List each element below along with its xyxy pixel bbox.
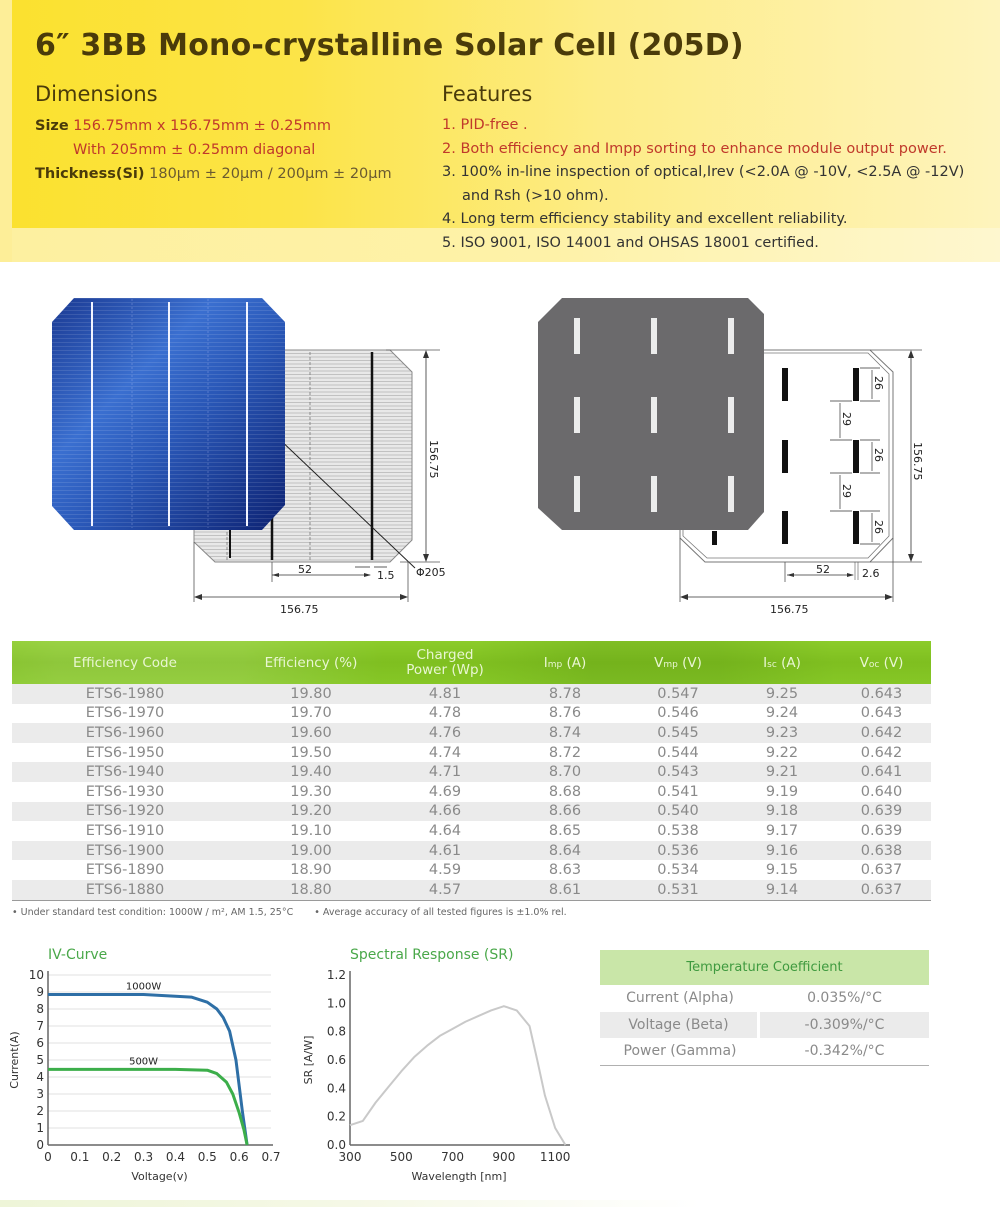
table-row <box>12 860 931 880</box>
table-cell: 0.638 <box>860 842 903 859</box>
y-tick-label: 0.2 <box>326 1109 346 1124</box>
table-row <box>12 841 931 861</box>
table-cell: 8.65 <box>548 822 582 839</box>
header-isc-sub: sc <box>767 659 777 670</box>
table-cell: 0.546 <box>657 705 699 722</box>
y-tick-label: 4 <box>36 1070 44 1084</box>
page-title: 6″ 3BB Mono-crystalline Solar Cell (205D) <box>35 28 744 63</box>
table-row <box>12 684 931 704</box>
table-cell: 19.00 <box>290 842 332 859</box>
table-cell: 0.640 <box>860 783 903 800</box>
table-cell: 0.637 <box>860 881 903 898</box>
header-imp <box>506 655 624 671</box>
table-cell: 0.642 <box>860 744 903 761</box>
table-cell: ETS6-1970 <box>85 705 165 722</box>
size-line <box>35 114 392 138</box>
note-accuracy: • Average accuracy of all tested figures is ±1.0% rel. <box>314 907 567 918</box>
table-cell: 19.20 <box>290 803 332 820</box>
front-height-label: 156.75 <box>427 440 440 479</box>
diagonal-line: With 205mm ± 0.25mm diagonal <box>73 142 316 158</box>
front-width-label: 156.75 <box>280 603 319 616</box>
table-cell: 9.25 <box>765 685 799 702</box>
specification-table <box>12 641 931 901</box>
y-tick-label: 8 <box>36 1002 44 1016</box>
header-edge <box>0 0 12 262</box>
x-tick-label: 0 <box>44 1150 52 1164</box>
table-cell: 9.16 <box>765 842 799 859</box>
table-cell: 0.643 <box>860 705 903 722</box>
back-width-label: 156.75 <box>770 603 809 616</box>
table-cell: 4.74 <box>428 744 462 761</box>
header-vmp <box>624 655 732 671</box>
y-tick-label: 1.2 <box>326 968 346 982</box>
table-cell: 8.68 <box>548 783 582 800</box>
back-spacing-label: 52 <box>816 563 830 576</box>
table-cell: 8.70 <box>548 764 582 781</box>
table-cell: 19.70 <box>290 705 332 722</box>
size-label: Size <box>35 118 69 134</box>
table-row <box>12 762 931 782</box>
header-vmp-unit: (V) <box>677 654 702 671</box>
table-cell: 4.66 <box>428 803 462 820</box>
table-cell: 19.60 <box>290 724 332 741</box>
temperature-coefficient-table <box>600 950 929 1066</box>
x-tick-label: 900 <box>492 1150 516 1164</box>
x-tick-label: 0.4 <box>165 1150 185 1164</box>
table-cell: 0.541 <box>657 783 699 800</box>
table-cell: 4.69 <box>428 783 462 800</box>
dimensions-heading: Dimensions <box>35 82 158 106</box>
iv-chart-title: IV-Curve <box>48 947 108 963</box>
table-cell: 0.543 <box>657 764 699 781</box>
table-cell: ETS6-1940 <box>85 764 165 781</box>
table-cell: 0.643 <box>860 685 903 702</box>
header-efficiency-code: Efficiency Code <box>73 654 177 671</box>
y-tick-label: 6 <box>36 1036 44 1050</box>
table-cell: 4.64 <box>428 822 462 839</box>
y-tick-label: 1.0 <box>326 996 346 1011</box>
table-cell: 0.639 <box>860 803 903 820</box>
front-busbar-width-label: 1.5 <box>377 569 395 582</box>
y-tick-label: 5 <box>36 1053 44 1067</box>
header-isc <box>732 655 832 671</box>
table-cell: 0.547 <box>657 685 699 702</box>
table-cell: 0.538 <box>657 822 699 839</box>
x-axis-label: Voltage(v) <box>131 1170 188 1183</box>
y-tick-label: 3 <box>36 1087 44 1101</box>
header-charged-line1: Charged <box>416 646 474 663</box>
table-cell: 8.72 <box>548 744 582 761</box>
table-cell: 4.76 <box>428 724 462 741</box>
table-cell: 19.80 <box>290 685 332 702</box>
header-charged-line2: Power (Wp) <box>406 661 484 678</box>
table-notes <box>12 907 567 918</box>
table-cell: 0.637 <box>860 862 903 879</box>
table-row <box>12 723 931 743</box>
header-voc-unit: (V) <box>879 654 904 671</box>
table-cell: 9.23 <box>765 724 799 741</box>
header-charged-power <box>384 648 506 678</box>
tc-body <box>600 985 929 1066</box>
table-header <box>12 641 931 684</box>
back-height-label: 156.75 <box>911 442 924 481</box>
header-isc-main: I <box>763 654 768 671</box>
table-cell: 0.642 <box>860 724 903 741</box>
table-cell: 9.14 <box>765 881 799 898</box>
table-cell: ETS6-1950 <box>85 744 165 761</box>
header-imp-main: I <box>543 654 548 671</box>
table-cell: 19.10 <box>290 822 332 839</box>
table-cell: 0.536 <box>657 842 699 859</box>
feature-item: 1. PID-free . <box>442 117 528 133</box>
table-cell: 19.30 <box>290 783 332 800</box>
back-pad-width-label: 2.6 <box>862 567 880 580</box>
y-axis-label: Current(A) <box>8 1031 21 1089</box>
table-cell: 9.21 <box>765 764 799 781</box>
dimensions-block <box>35 114 392 186</box>
table-cell: 8.66 <box>548 803 582 820</box>
table-cell: 4.71 <box>428 764 462 781</box>
table-cell: ETS6-1890 <box>85 862 165 879</box>
table-row <box>12 704 931 724</box>
series-line-SR <box>350 1006 565 1145</box>
y-tick-label: 2 <box>36 1104 44 1118</box>
tc-value: -0.342%/°C <box>804 1043 885 1060</box>
pad-gap-label: 29 <box>840 484 853 498</box>
header-isc-unit: (A) <box>776 654 801 671</box>
header-imp-unit: (A) <box>562 654 587 671</box>
table-cell: 19.40 <box>290 764 332 781</box>
svg-text:156.75 <box>427 440 440 479</box>
front-spacing-label: 52 <box>298 563 312 576</box>
features-heading: Features <box>442 82 533 106</box>
table-cell: ETS6-1920 <box>85 803 165 820</box>
tc-value: 0.035%/°C <box>807 990 882 1007</box>
pad-length-label: 26 <box>872 376 885 390</box>
tc-row-power <box>600 1038 929 1065</box>
series-label: 500W <box>129 1056 159 1068</box>
header-voc <box>832 655 931 671</box>
y-tick-label: 10 <box>28 968 44 982</box>
x-tick-label: 0.1 <box>70 1150 90 1164</box>
tc-title: Temperature Coefficient <box>600 950 929 985</box>
table-cell: 4.78 <box>428 705 462 722</box>
features-list <box>442 114 964 255</box>
y-tick-label: 0.4 <box>326 1081 346 1096</box>
front-diameter-label: Φ205 <box>416 566 446 579</box>
y-tick-label: 7 <box>36 1019 44 1033</box>
table-cell: 0.540 <box>657 803 699 820</box>
table-cell: ETS6-1910 <box>85 822 165 839</box>
tc-value: -0.309%/°C <box>760 1012 929 1039</box>
table-cell: 9.17 <box>765 822 799 839</box>
table-cell: ETS6-1960 <box>85 724 165 741</box>
table-cell: 19.50 <box>290 744 332 761</box>
thickness-line <box>35 162 392 186</box>
table-cell: 0.531 <box>657 881 699 898</box>
x-tick-label: 0.3 <box>134 1150 154 1164</box>
y-tick-label: 0.0 <box>326 1138 346 1152</box>
table-cell: ETS6-1980 <box>85 685 165 702</box>
series-line-500W <box>48 1069 247 1145</box>
table-cell: 9.19 <box>765 783 799 800</box>
y-axis-label: SR [A/W] <box>302 1035 315 1085</box>
table-cell: 4.59 <box>428 862 462 879</box>
bottom-band <box>0 1200 700 1207</box>
table-cell: 8.76 <box>548 705 582 722</box>
table-cell: 9.24 <box>765 705 799 722</box>
tc-label: Current (Alpha) <box>626 990 734 1007</box>
table-row <box>12 880 931 900</box>
pad-length-label: 26 <box>872 520 885 534</box>
feature-item: 2. Both efficiency and Impp sorting to enhance module output power. <box>442 140 947 157</box>
table-cell: 18.90 <box>290 862 332 879</box>
header-vmp-main: V <box>654 654 664 671</box>
pad-gap-label: 29 <box>840 412 853 426</box>
table-body <box>12 684 931 901</box>
table-cell: 9.15 <box>765 862 799 879</box>
table-cell: 8.63 <box>548 862 582 879</box>
feature-item-continued: and Rsh (>10 ohm). <box>462 187 609 204</box>
note-test-condition: • Under standard test condition: 1000W / m², AM 1.5, 25°C <box>12 907 294 918</box>
table-cell: 0.639 <box>860 822 903 839</box>
tc-label: Voltage (Beta) <box>600 1012 757 1039</box>
header-vmp-sub: mp <box>663 659 678 670</box>
x-tick-label: 500 <box>389 1150 413 1164</box>
table-cell: 9.18 <box>765 803 799 820</box>
back-cell-diagram <box>530 290 950 620</box>
header-voc-main: V <box>859 654 869 671</box>
table-cell: 0.545 <box>657 724 699 741</box>
x-tick-label: 0.5 <box>197 1150 217 1164</box>
table-cell: 18.80 <box>290 881 332 898</box>
x-tick-label: 1100 <box>539 1150 571 1164</box>
pad-length-label: 26 <box>872 448 885 462</box>
x-axis-label: Wavelength [nm] <box>411 1170 507 1183</box>
feature-item: 3. 100% in-line inspection of optical,Irev (<2.0A @ -10V, <2.5A @ -12V) <box>442 164 965 180</box>
x-tick-label: 0.2 <box>102 1150 122 1164</box>
table-cell: 8.74 <box>548 724 582 741</box>
header-voc-sub: oc <box>868 659 880 670</box>
table-cell: 9.22 <box>765 744 799 761</box>
x-tick-label: 0.6 <box>229 1150 249 1164</box>
y-tick-label: 0.8 <box>326 1024 346 1039</box>
table-cell: 4.57 <box>428 881 462 898</box>
table-row <box>12 743 931 763</box>
table-row <box>12 782 931 802</box>
x-tick-label: 0.7 <box>261 1150 281 1164</box>
size-value: 156.75mm x 156.75mm ± 0.25mm <box>73 118 331 134</box>
x-tick-label: 300 <box>338 1150 362 1164</box>
table-cell: ETS6-1880 <box>85 881 165 898</box>
sr-chart-title: Spectral Response (SR) <box>350 947 514 963</box>
y-tick-label: 0 <box>36 1138 44 1152</box>
table-cell: 8.64 <box>548 842 582 859</box>
table-row <box>12 821 931 841</box>
header-imp-sub: mp <box>547 659 563 670</box>
table-cell: ETS6-1900 <box>85 842 165 859</box>
table-cell: 0.641 <box>860 764 903 781</box>
table-cell: 4.81 <box>428 685 462 702</box>
table-cell: 8.61 <box>548 881 582 898</box>
thickness-label: Thickness(Si) <box>35 166 145 182</box>
feature-item: 5. ISO 9001, ISO 14001 and OHSAS 18001 certified. <box>442 234 819 251</box>
table-cell: 0.534 <box>657 862 699 879</box>
header-efficiency: Efficiency (%) <box>264 654 358 671</box>
table-cell: 0.544 <box>657 744 699 761</box>
thickness-value: 180μm ± 20μm / 200μm ± 20μm <box>149 166 392 182</box>
tc-row-voltage <box>600 1012 929 1039</box>
tc-row-current <box>600 985 929 1012</box>
feature-item: 4. Long term efficiency stability and excellent reliability. <box>442 211 848 227</box>
table-cell: 8.78 <box>548 685 582 702</box>
series-label: 1000W <box>125 981 162 993</box>
y-tick-label: 1 <box>36 1121 44 1135</box>
y-tick-label: 0.6 <box>326 1053 346 1067</box>
table-cell: 4.61 <box>428 842 462 859</box>
y-tick-label: 9 <box>36 985 44 999</box>
x-tick-label: 700 <box>441 1150 465 1164</box>
front-cell-diagram <box>40 290 460 620</box>
tc-label: Power (Gamma) <box>623 1043 737 1060</box>
table-row <box>12 802 931 822</box>
table-cell: ETS6-1930 <box>85 783 165 800</box>
